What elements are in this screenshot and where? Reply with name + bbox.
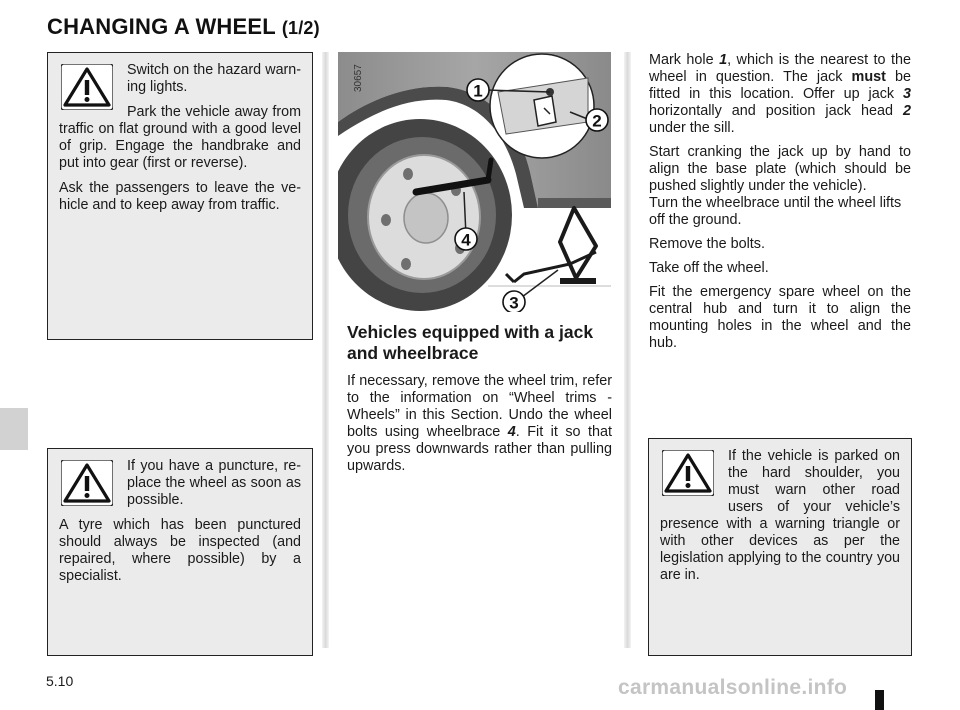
paragraph: Turn the wheelbrace until the wheel lifts off the ground. bbox=[649, 195, 902, 228]
column-separator bbox=[624, 52, 631, 648]
warning-box-safety bbox=[47, 52, 313, 340]
part-reference: 4 bbox=[507, 424, 516, 440]
part-reference: 1 bbox=[719, 52, 728, 68]
paragraph: Remove the bolts. bbox=[649, 236, 765, 252]
callout-2 bbox=[586, 109, 608, 131]
warning-text: Ask the passengers to leave the vehicle and to keep away from traffic. bbox=[59, 180, 301, 213]
callout-label: 4 bbox=[461, 230, 471, 250]
paragraph-text: be fitted in this location. Offer up jack bbox=[649, 69, 911, 102]
warning-text: Switch on the hazard warning lights. bbox=[127, 62, 301, 95]
paragraph-text: under the sill. bbox=[649, 120, 735, 136]
part-reference: 3 bbox=[902, 86, 911, 102]
wheel-jack-drawing bbox=[338, 52, 611, 312]
page-title-part: (1/2) bbox=[281, 18, 320, 38]
page-marker bbox=[875, 690, 884, 710]
page-number: 5.10 bbox=[46, 673, 74, 689]
page-title bbox=[47, 14, 320, 40]
paragraph-text: , which is the nearest to the wheel in question. The jack bbox=[649, 52, 911, 85]
warning-triangle-icon bbox=[662, 450, 714, 496]
wheel-jack-illustration bbox=[338, 52, 611, 312]
warning-text: A tyre which has been punctured should always be inspected (and repaired, where possible) by a specialist. bbox=[59, 517, 301, 584]
section-heading: Vehicles equipped with a jack and wheelbrace bbox=[347, 322, 594, 363]
callout-3 bbox=[503, 291, 525, 312]
warning-box-hard-shoulder bbox=[648, 438, 912, 656]
emphasis: must bbox=[851, 69, 886, 85]
callout-1 bbox=[467, 79, 489, 101]
warning-triangle-icon bbox=[61, 64, 113, 110]
middle-column-text bbox=[347, 322, 612, 482]
warning-text: If the vehicle is parked on the hard shoulder, you must warn other road users of your vehicle’s presence with a warning triangle or with other devices as per the legislation applying to the country you are in. bbox=[660, 448, 900, 583]
warning-text: If you have a puncture, replace the wheel as soon as possible. bbox=[127, 458, 301, 508]
paragraph: Take off the wheel. bbox=[649, 260, 769, 276]
callout-label: 3 bbox=[509, 293, 519, 312]
paragraph-text: horizontally and position jack head bbox=[649, 103, 903, 119]
part-reference: 2 bbox=[902, 103, 911, 119]
right-column-text bbox=[649, 52, 911, 359]
warning-triangle-icon bbox=[61, 460, 113, 506]
paragraph bbox=[347, 373, 612, 475]
paragraph-text: . Fit it so that you press downwards rather than pulling upwards. bbox=[347, 424, 612, 474]
figure-code: 30657 bbox=[353, 64, 364, 92]
warning-text: Park the vehicle away from traffic on flat ground with a good level of grip. Engage the handbrake and put into gear (first or reverse). bbox=[59, 104, 301, 171]
callout-4 bbox=[455, 228, 477, 250]
paragraph: Start cranking the jack up by hand to align the base plate (which should be pushed slightly under the vehicle). bbox=[649, 144, 911, 194]
paragraph bbox=[649, 52, 911, 137]
column-separator bbox=[322, 52, 329, 648]
paragraph: Fit the emergency spare wheel on the central hub and turn it to align the mounting holes in the wheel and the hub. bbox=[649, 284, 911, 351]
callout-label: 2 bbox=[592, 111, 602, 131]
callout-label: 1 bbox=[473, 81, 483, 101]
warning-box-puncture bbox=[47, 448, 313, 656]
watermark: carmanualsonline.info bbox=[618, 676, 848, 699]
paragraph-text: If necessary, remove the wheel trim, refer to the information on “Wheel trims - Wheels” in this Section. Undo the wheel bolts using wheelbrace bbox=[347, 373, 612, 440]
page-title-text: CHANGING A WHEEL bbox=[47, 14, 276, 39]
section-tab bbox=[0, 408, 28, 450]
paragraph-text: Mark hole bbox=[649, 52, 720, 68]
